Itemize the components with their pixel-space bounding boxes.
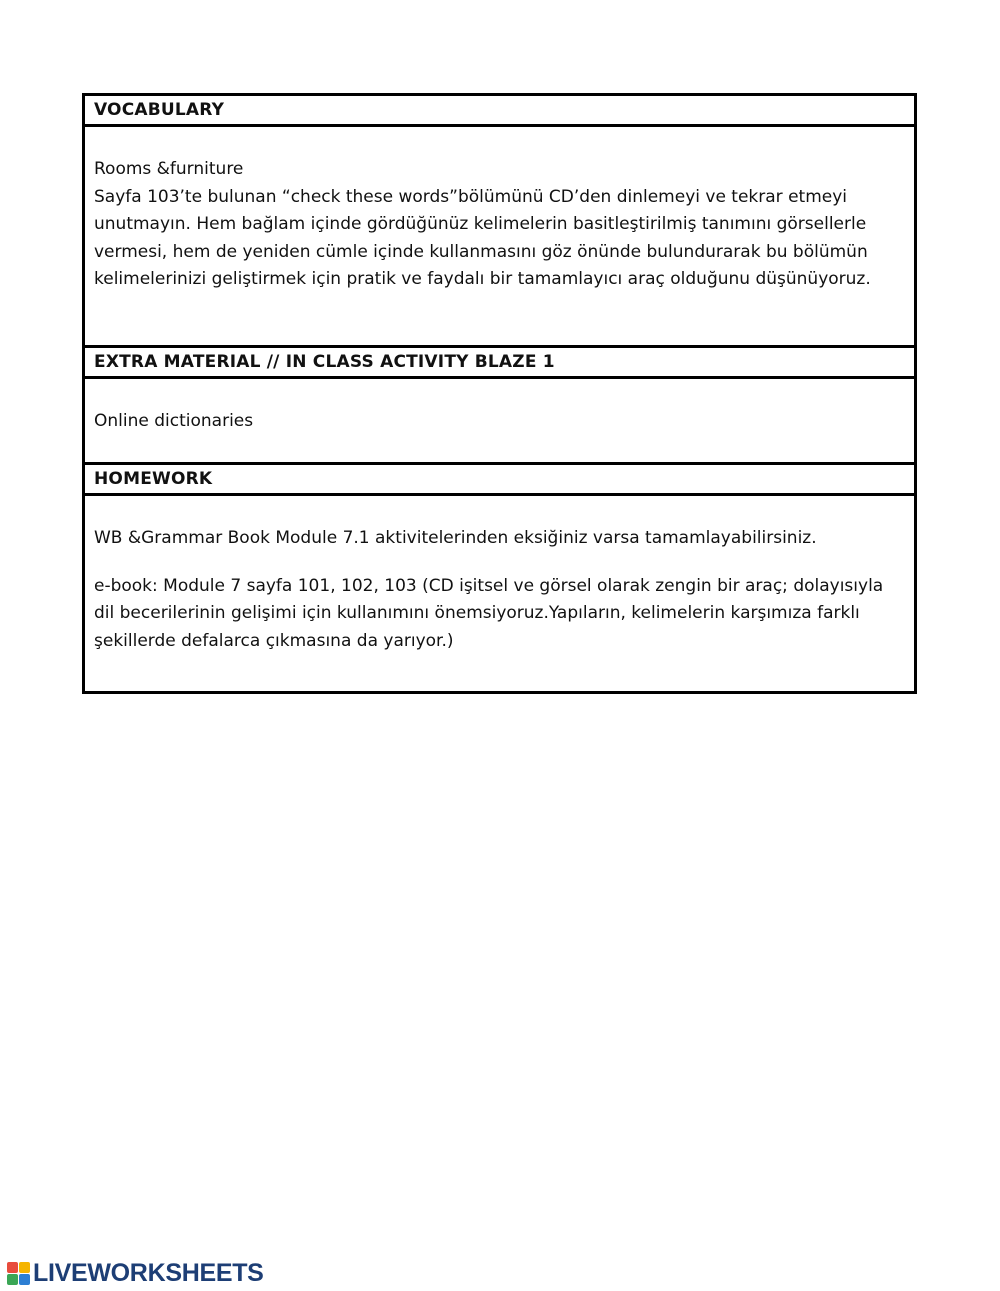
extra-material-text: Online dictionaries [94,411,254,431]
homework-heading: HOMEWORK [85,465,914,496]
extra-material-heading: EXTRA MATERIAL // IN CLASS ACTIVITY BLAZE 1 [85,348,914,379]
homework-grammar-text: WB &Grammar Book Module 7.1 aktivitelerinden eksiğiniz varsa tamamlayabilirsiniz. [94,528,817,548]
homework-ebook-text: e-book: Module 7 sayfa 101, 102, 103 (CD işitsel ve görsel olarak zengin bir araç; dolayısıyla dil becerilerinin gelişimi için kullanımını önemsiyoruz.Yapıların, kelimelerin karşımıza farklı şekillerde defalarca çıkmasına da yarıyor.) [94,575,884,651]
worksheet-table [82,93,917,694]
colored-letter-blocks-icon [7,1262,30,1285]
logo-block [7,1274,18,1285]
logo-block [7,1262,18,1273]
vocabulary-content [85,127,914,348]
logo-block [19,1262,30,1273]
logo-block [19,1274,30,1285]
extra-material-content [85,379,914,465]
vocabulary-topic: Rooms &furniture [94,159,244,179]
vocabulary-heading: VOCABULARY [85,96,914,127]
homework-content [85,496,914,691]
logo-text: LIVEWORKSHEETS [33,1258,264,1287]
liveworksheets-logo [7,1259,264,1287]
vocabulary-description: Sayfa 103’te bulunan “check these words”bölümünü CD’den dinlemeyi ve tekrar etmeyi unutmayın. Hem bağlam içinde gördüğünüz kelimelerin basitleştirilmiş tanımını görsellerle vermesi, hem de yeniden cümle içinde kullanmasını göz önünde bulundurarak bu bölümün kelimelerinizi geliştirmek için pratik ve faydalı bir tamamlayıcı araç olduğunu düşünüyoruz. [94,186,871,289]
